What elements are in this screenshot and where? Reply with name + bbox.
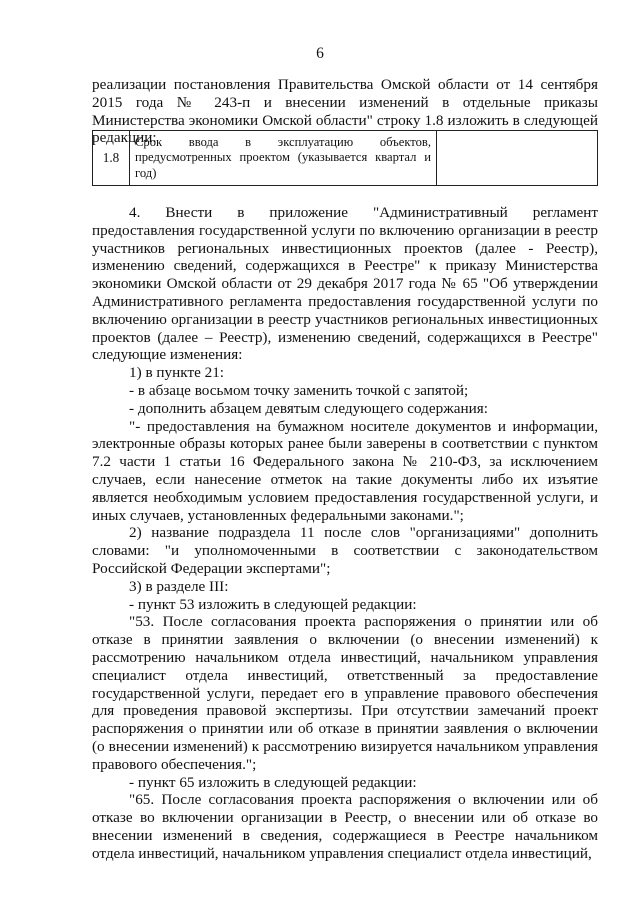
paragraph-dash-4: - пункт 65 изложить в следующей редакции: <box>129 773 417 791</box>
paragraph-dash-3: - пункт 53 изложить в следующей редакции: <box>129 595 417 613</box>
row-number-cell: 1.8 <box>93 131 130 186</box>
paragraph-sub-2: 2) название подраздела 11 после слов "организациями" дополнить словами: "и уполномоченными в соответствии с законодательством Российской Федерации экспертами"; <box>92 524 598 577</box>
table-row <box>93 131 598 186</box>
row-text-cell: Срок ввода в эксплуатацию объектов, предусмотренных проектом (указывается квартал и год) <box>130 131 437 186</box>
paragraph-item-4: 4. Внести в приложение "Административный регламент предоставления государственной услуги по включению организации в реестр участников региональных инвестиционных проектов (далее - Реестр), изменению сведений, содержащихся в Реестре" к приказу Министерства экономики Омской области от 29 декабря 2017 года № 65 "Об утверждении Административного регламента предоставления государственной услуги по включению организации в реестр участников региональных инвестиционных проектов (далее – Реестр), изменению сведений, содержащихся в Реестре" следующие изменения: <box>92 204 598 364</box>
main-text <box>92 204 598 862</box>
paragraph-dash-1: - в абзаце восьмом точку заменить точкой с запятой; <box>129 381 469 399</box>
intro-text: реализации постановления Правительства Омской области от 14 сентября 2015 года № 243-п и внесении изменений в отдельные приказы Министерства экономики Омской области" строку 1.8 изложить в следующей редакции: <box>92 76 598 147</box>
paragraph-quote-1: "- предоставления на бумажном носителе документов и информации, электронные образы которых ранее были заверены в соответствии с пунктом 7.2 части 1 статьи 16 Федерального закона № 210-ФЗ, за исключением случаев, если нанесение отметок на такие документы либо их изъятие является необходимым условием предоставления государственной услуги, и иных случаев, установленных федеральными законами."; <box>92 417 598 524</box>
row-value-cell <box>437 131 598 186</box>
page-number: 6 <box>316 45 324 62</box>
paragraph-quote-65: "65. После согласования проекта распоряжения о включении или об отказе во включении организации в Реестр, о внесении или об отказе во внесении изменений в сведения, содержащиеся в Реестре начальником отдела инвестиций, начальником управления специалист отдела инвестиций, <box>92 791 598 862</box>
paragraph-sub-3: 3) в разделе III: <box>129 577 229 595</box>
amendment-table <box>92 130 598 186</box>
paragraph-quote-53: "53. После согласования проекта распоряжения о принятии или об отказе в принятии заявления о включении (о внесении изменений) к рассмотрению начальником отдела инвестиций, начальником управления специалист отдела инвестиций, ответственный за предоставление государственной услуги, передает его в управление правового обеспечения для проведения правовой экспертизы. При отсутствии замечаний проект распоряжения о принятии или об отказе в принятии заявления о включении (о внесении изменений) к рассмотрению визируется начальником управления правового обеспечения."; <box>92 613 598 773</box>
paragraph-dash-2: - дополнить абзацем девятым следующего содержания: <box>129 399 488 417</box>
paragraph-sub-1: 1) в пункте 21: <box>129 364 225 382</box>
